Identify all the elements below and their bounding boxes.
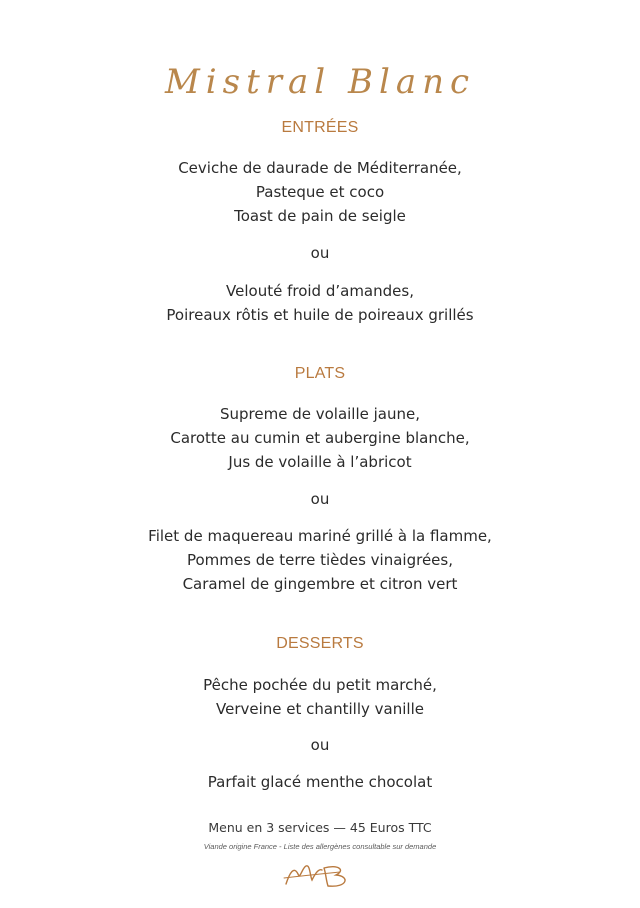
dessert-1-line-1: Pêche pochée du petit marché, xyxy=(203,676,437,694)
plat-2-line-2: Pommes de terre tièdes vinaigrées, xyxy=(186,551,453,569)
allergen-note: Viande origine France - Liste des allergènes consultable sur demande xyxy=(203,842,437,851)
plat-1-line-2: Carotte au cumin et aubergine blanche, xyxy=(170,429,470,447)
entree-1-line-1: Ceviche de daurade de Méditerranée, xyxy=(178,159,462,177)
entree-2-line-2: Poireaux rôtis et huile de poireaux grillés xyxy=(166,306,474,324)
separator-or: ou xyxy=(310,490,330,508)
menu-price-line: Menu en 3 services — 45 Euros TTC xyxy=(208,820,432,835)
separator-or: ou xyxy=(310,736,330,754)
plat-1-line-3: Jus de volaille à l’abricot xyxy=(228,453,412,471)
section-title-plats: PLATS xyxy=(294,365,346,382)
monogram-logo xyxy=(280,858,360,894)
plat-1-line-1: Supreme de volaille jaune, xyxy=(219,405,421,423)
plat-2-line-1: Filet de maquereau mariné grillé à la flamme, xyxy=(148,527,492,545)
dessert-1-line-2: Verveine et chantilly vanille xyxy=(216,700,424,718)
entree-2-line-1: Velouté froid d’amandes, xyxy=(226,282,414,300)
plat-2-line-3: Caramel de gingembre et citron vert xyxy=(182,575,458,593)
section-title-desserts: DESSERTS xyxy=(276,635,364,652)
dessert-2-line-1: Parfait glacé menthe chocolat xyxy=(207,773,433,791)
section-title-entrees: ENTRÉES xyxy=(281,119,359,136)
restaurant-logo-title: Mistral Blanc xyxy=(164,62,476,102)
entree-1-line-2: Pasteque et coco xyxy=(255,183,385,201)
entree-1-line-3: Toast de pain de seigle xyxy=(234,207,406,225)
separator-or: ou xyxy=(310,244,330,262)
